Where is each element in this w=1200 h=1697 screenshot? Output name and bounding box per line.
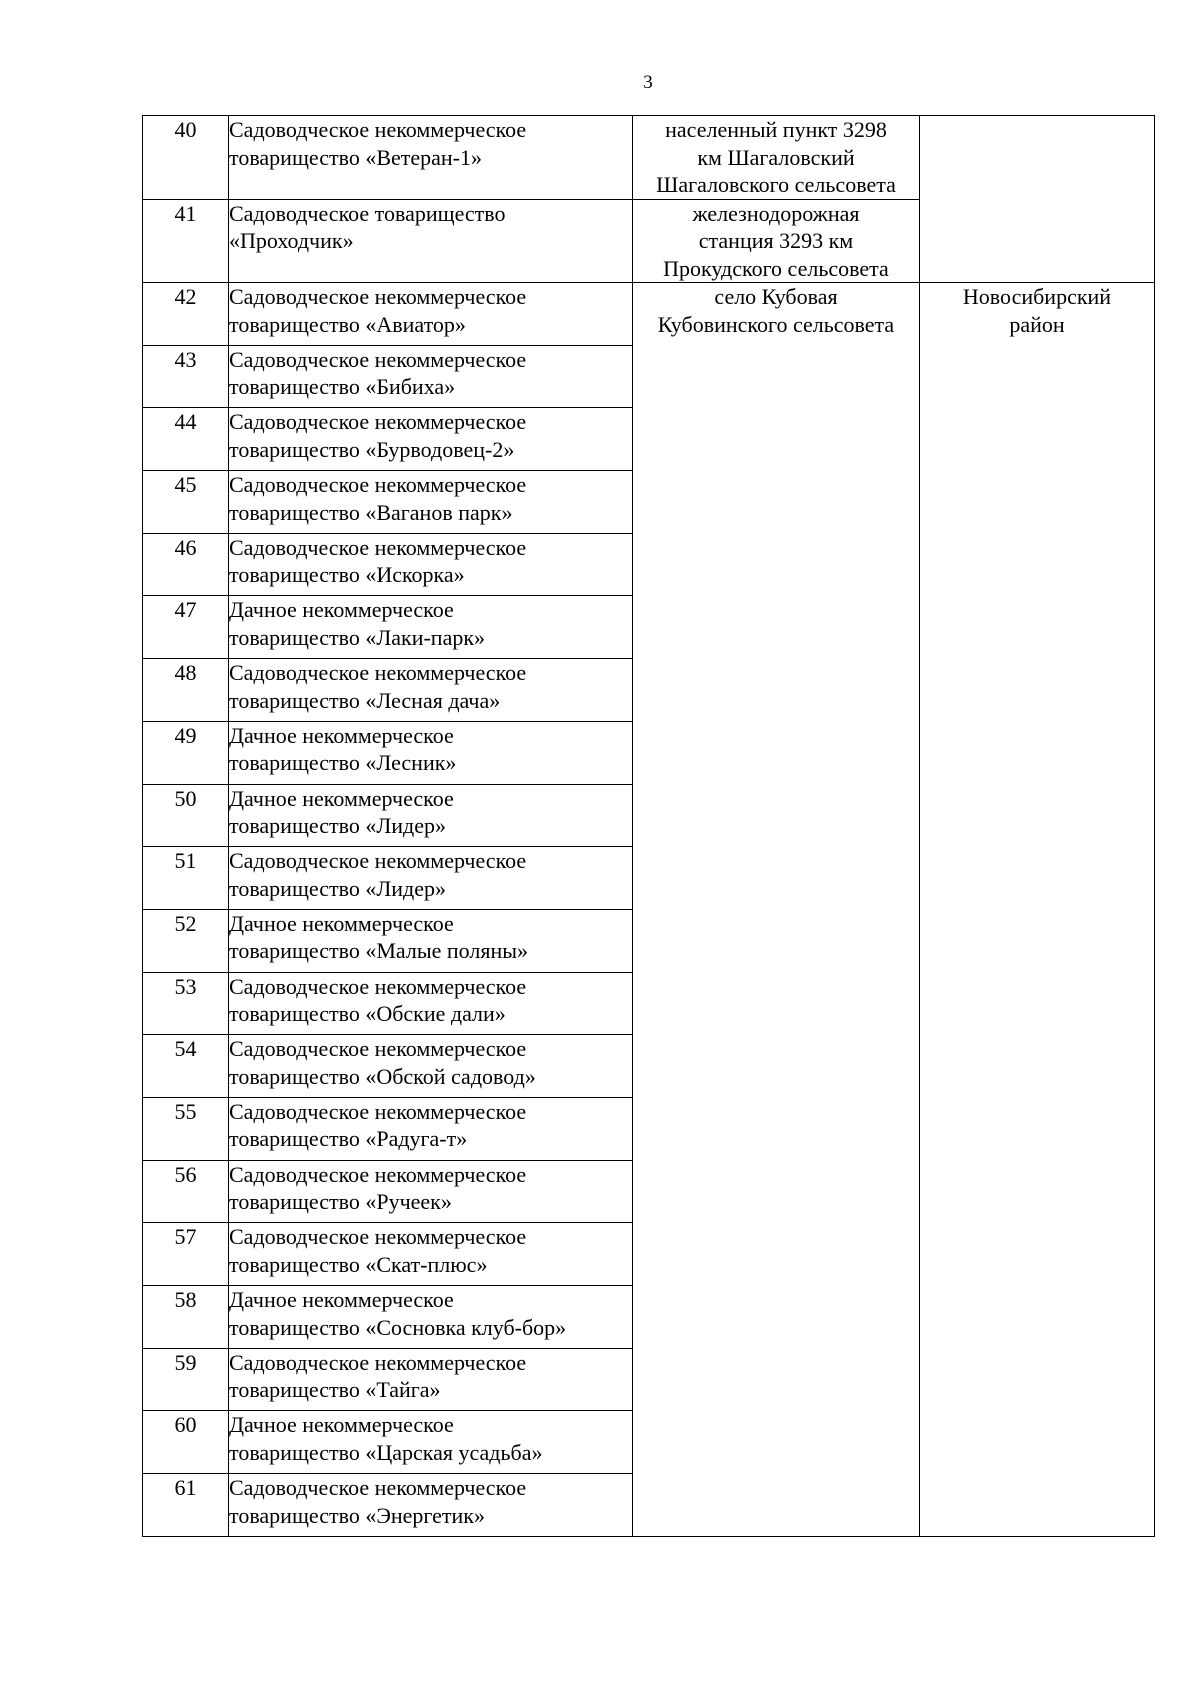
organization-name: Садоводческое некоммерческое товарищество «Лидер» — [229, 847, 633, 910]
organization-name: Садоводческое некоммерческое товарищество «Бибиха» — [229, 345, 633, 408]
organization-name: Садоводческое некоммерческое товарищество «Обские дали» — [229, 972, 633, 1035]
settlement-cell: железнодорожная станция 3293 км Прокудского сельсовета — [633, 199, 920, 283]
district-cell-empty — [920, 116, 1155, 283]
row-number: 42 — [143, 283, 229, 346]
row-number: 43 — [143, 345, 229, 408]
row-number: 41 — [143, 199, 229, 283]
row-number: 58 — [143, 1286, 229, 1349]
organization-name: Садоводческое некоммерческое товарищество «Лесная дача» — [229, 659, 633, 722]
organization-name: Садоводческое некоммерческое товарищество «Бурводовец-2» — [229, 408, 633, 471]
organization-name: Дачное некоммерческое товарищество «Царская усадьба» — [229, 1411, 633, 1474]
registry-table — [142, 115, 1155, 1537]
row-number: 54 — [143, 1035, 229, 1098]
row-number: 47 — [143, 596, 229, 659]
row-number: 52 — [143, 909, 229, 972]
row-number: 57 — [143, 1223, 229, 1286]
row-number: 51 — [143, 847, 229, 910]
organization-name: Дачное некоммерческое товарищество «Лесник» — [229, 721, 633, 784]
row-number: 59 — [143, 1348, 229, 1411]
row-number: 50 — [143, 784, 229, 847]
organization-name: Дачное некоммерческое товарищество «Лидер» — [229, 784, 633, 847]
organization-name: Садоводческое некоммерческое товарищество «Искорка» — [229, 533, 633, 596]
organization-name: Садоводческое некоммерческое товарищество «Энергетик» — [229, 1474, 633, 1537]
row-number: 49 — [143, 721, 229, 784]
organization-name: Садоводческое некоммерческое товарищество «Авиатор» — [229, 283, 633, 346]
row-number: 46 — [143, 533, 229, 596]
row-number: 45 — [143, 471, 229, 534]
organization-name: Садоводческое некоммерческое товарищество «Ваганов парк» — [229, 471, 633, 534]
page-number: 3 — [643, 72, 653, 93]
row-number: 60 — [143, 1411, 229, 1474]
organization-name: Садоводческое некоммерческое товарищество «Радуга-т» — [229, 1097, 633, 1160]
district-cell: Новосибирский район — [920, 283, 1155, 1537]
settlement-cell: село Кубовая Кубовинского сельсовета — [633, 283, 920, 1537]
row-number: 40 — [143, 116, 229, 200]
organization-name: Садоводческое некоммерческое товарищество «Обской садовод» — [229, 1035, 633, 1098]
organization-name: Дачное некоммерческое товарищество «Малые поляны» — [229, 909, 633, 972]
organization-name: Садоводческое товарищество «Проходчик» — [229, 199, 633, 283]
table-row — [143, 116, 1155, 200]
row-number: 53 — [143, 972, 229, 1035]
row-number: 55 — [143, 1097, 229, 1160]
organization-name: Дачное некоммерческое товарищество «Сосновка клуб-бор» — [229, 1286, 633, 1349]
organization-name: Садоводческое некоммерческое товарищество «Скат-плюс» — [229, 1223, 633, 1286]
row-number: 48 — [143, 659, 229, 722]
settlement-cell: населенный пункт 3298 км Шагаловский Шагаловского сельсовета — [633, 116, 920, 200]
organization-name: Дачное некоммерческое товарищество «Лаки-парк» — [229, 596, 633, 659]
organization-name: Садоводческое некоммерческое товарищество «Ручеек» — [229, 1160, 633, 1223]
row-number: 44 — [143, 408, 229, 471]
table-row — [143, 283, 1155, 346]
row-number: 61 — [143, 1474, 229, 1537]
row-number: 56 — [143, 1160, 229, 1223]
organization-name: Садоводческое некоммерческое товарищество «Ветеран-1» — [229, 116, 633, 200]
organization-name: Садоводческое некоммерческое товарищество «Тайга» — [229, 1348, 633, 1411]
